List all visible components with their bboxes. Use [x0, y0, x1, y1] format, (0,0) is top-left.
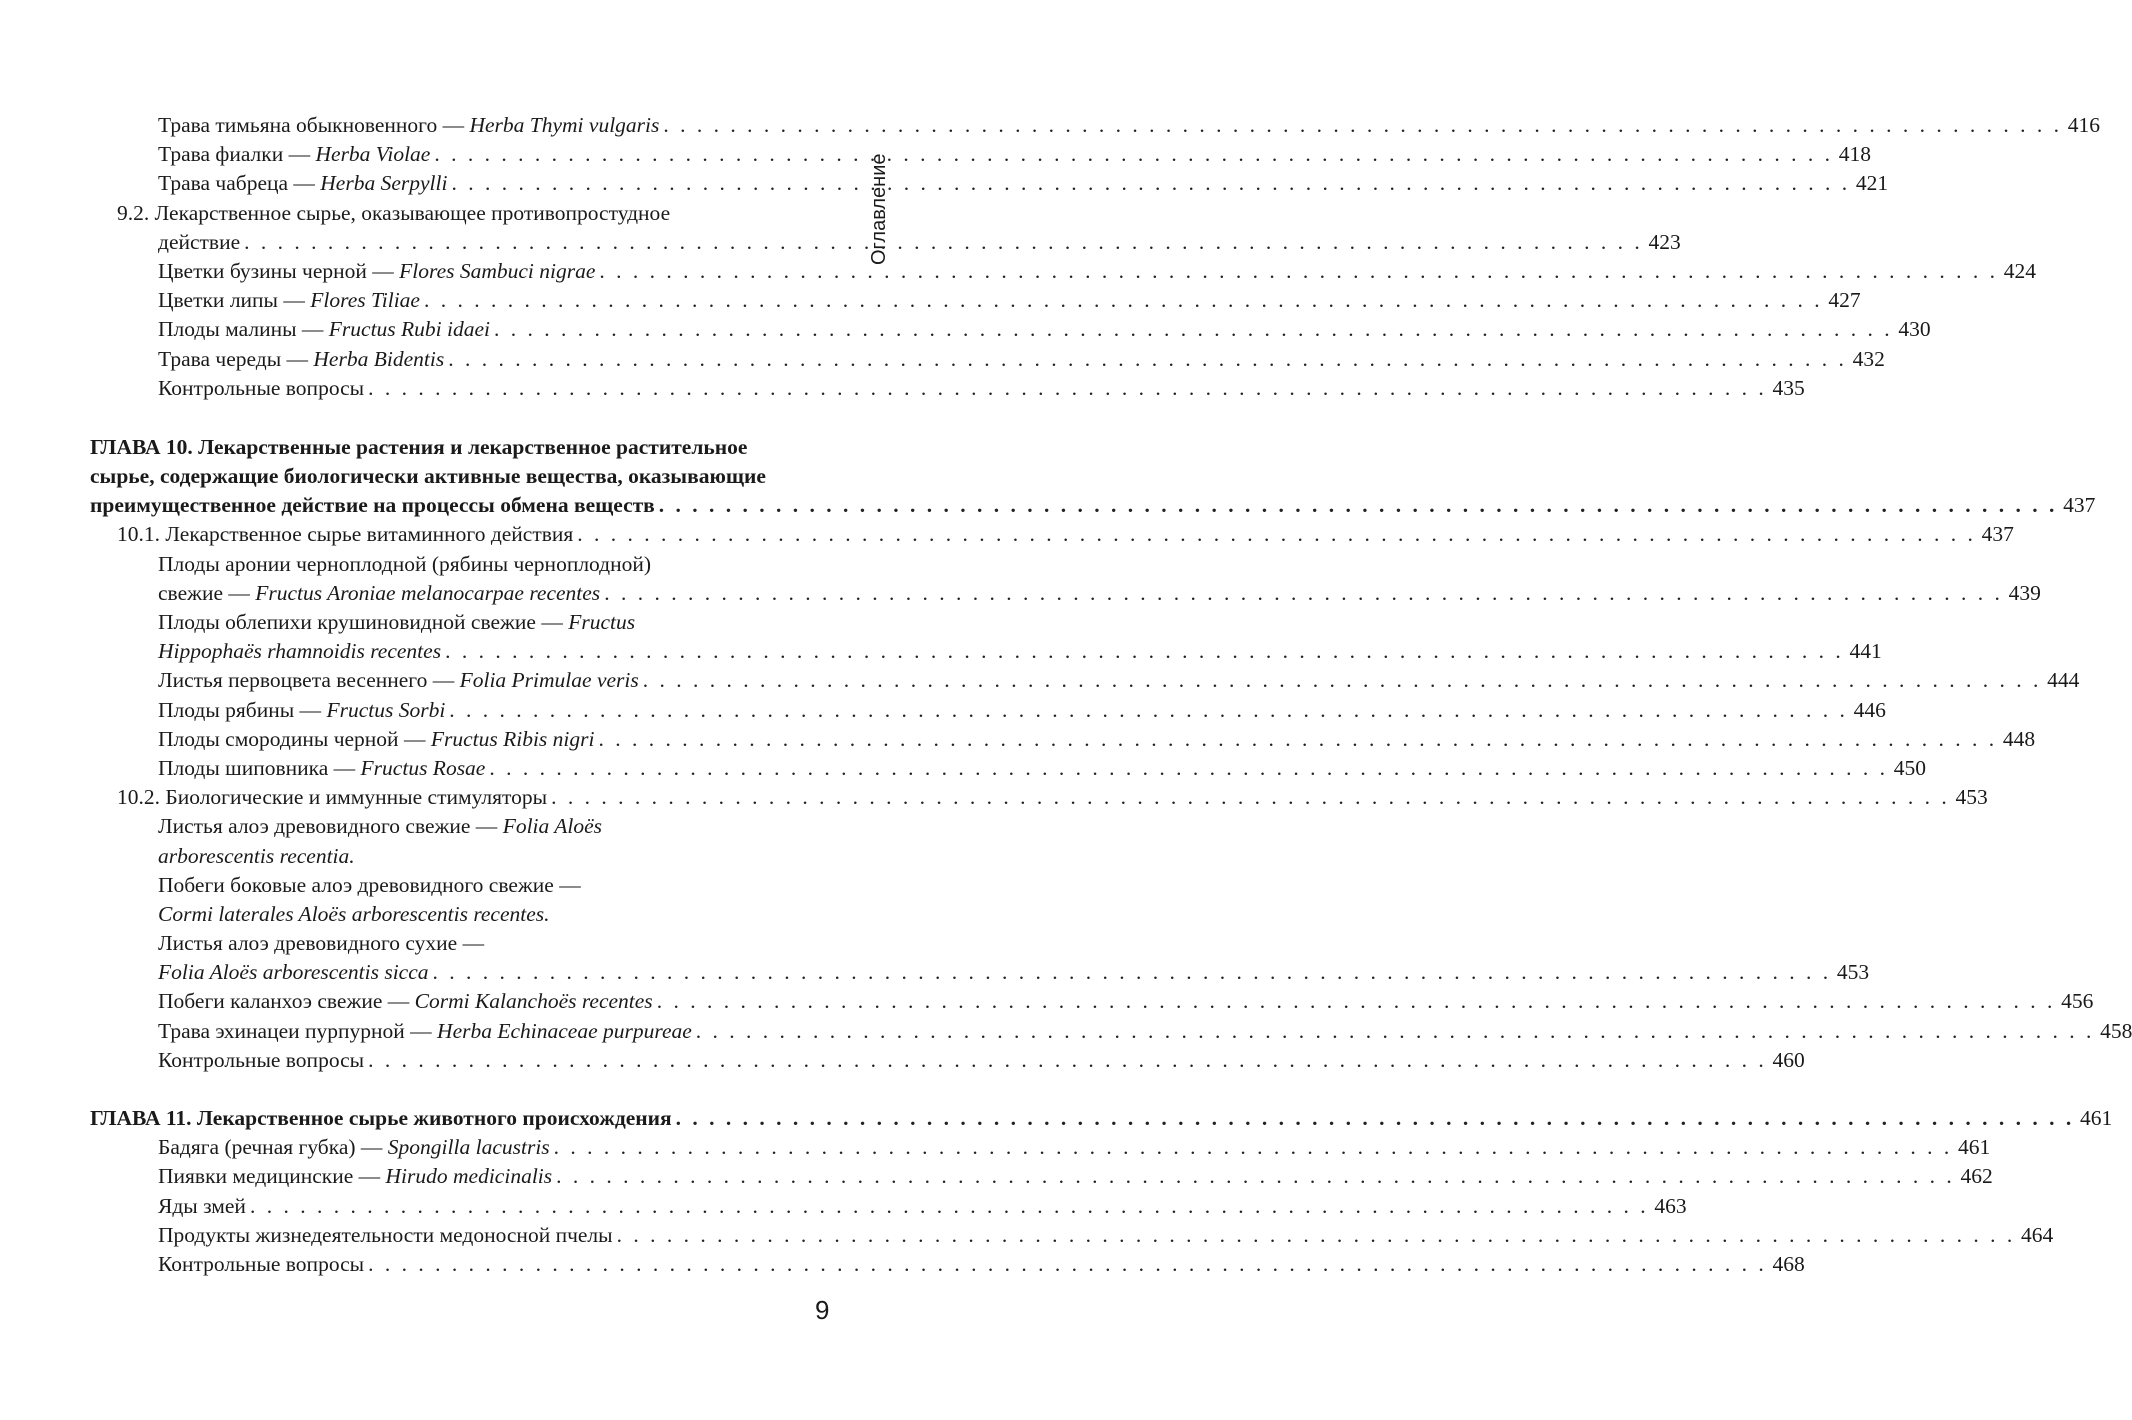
toc-chapter-title[interactable]: ГЛАВА 10. Лекарственные растения и лекарственное растительное — [90, 434, 748, 459]
leader-dots — [554, 1133, 1953, 1162]
leader-dots — [451, 169, 1850, 198]
page-ref: 468 — [1772, 1251, 1805, 1276]
toc-entry[interactable]: Цветки бузины черной — Flores Sambuci nigrae . . . 424 — [90, 257, 845, 286]
leader-dots — [445, 637, 1844, 666]
leader-dots — [424, 286, 1823, 315]
leader-dots — [657, 987, 2056, 1016]
page-ref: 453 — [1955, 785, 1988, 810]
toc-entry[interactable]: Контрольные вопросы . . . 435 — [90, 374, 845, 403]
leader-dots — [663, 111, 2062, 140]
leader-dots — [676, 1104, 2075, 1133]
leader-dots — [604, 579, 2003, 608]
toc-entry[interactable]: Пиявки медицинские — Hirudo medicinalis . . . 462 — [90, 1162, 845, 1191]
leader-dots — [250, 1192, 1649, 1221]
leader-dots — [489, 754, 1888, 783]
toc-entry-line[interactable]: Плоды аронии черноплодной (рябины черноплодной) — [158, 551, 652, 576]
page-ref: 430 — [1898, 317, 1931, 342]
toc-entry[interactable]: Трава фиалки — Herba Violae . . . 418 — [90, 140, 845, 169]
toc-chapter-entry[interactable]: преимущественное действие на процессы обмена веществ . . . 437 — [90, 491, 845, 520]
toc-entry[interactable]: Цветки липы — Flores Tiliae . . . 427 — [90, 286, 845, 315]
toc-entry[interactable]: Листья первоцвета весеннего — Folia Primulae veris . . . 444 — [90, 666, 845, 695]
toc-entry[interactable]: Плоды рябины — Fructus Sorbi . . . 446 — [90, 696, 845, 725]
page-ref: 446 — [1853, 697, 1886, 722]
page-ref: 456 — [2061, 989, 2094, 1014]
leader-dots — [449, 696, 1848, 725]
leader-dots — [244, 228, 1643, 257]
toc-chapter-entry[interactable]: ГЛАВА 11. Лекарственное сырье животного происхождения . . . 461 — [90, 1104, 845, 1133]
page-ref: 435 — [1772, 375, 1805, 400]
page-ref: 448 — [2002, 726, 2036, 751]
toc-entry[interactable]: Яды змей . . . 463 — [90, 1192, 845, 1221]
leader-dots — [494, 315, 1893, 344]
toc-entry[interactable]: Продукты жизнедеятельности медоносной пчелы . . . 464 — [90, 1221, 845, 1250]
page-ref: 450 — [1893, 755, 1926, 780]
toc-entry[interactable]: Folia Aloës arborescentis sicca . . . 453 — [90, 958, 845, 987]
toc-entry[interactable]: Плоды шиповника — Fructus Rosae . . . 450 — [90, 754, 845, 783]
page-ref: 418 — [1838, 142, 1871, 167]
page-number: 9 — [815, 1295, 830, 1325]
page-ref: 424 — [2003, 258, 2037, 283]
toc-entry[interactable]: Трава череды — Herba Bidentis . . . 432 — [90, 345, 845, 374]
toc-section-entry[interactable]: 10.1. Лекарственное сырье витаминного действия . . . 437 — [90, 520, 845, 549]
toc-entry-line[interactable]: arborescentis recentia. — [158, 843, 355, 868]
toc-entry[interactable]: Hippophaës rhamnoidis recentes . . . 441 — [90, 637, 845, 666]
toc-entry[interactable]: свежие — Fructus Aroniae melanocarpae recentes . . . 439 — [90, 579, 845, 608]
page-ref: 462 — [1960, 1164, 1993, 1189]
toc-entry[interactable]: Трава чабреца — Herba Serpylli . . . 421 — [90, 169, 845, 198]
toc-section-title[interactable]: 9.2. Лекарственное сырье, оказывающее противопростудное — [117, 200, 671, 225]
page-ref: 439 — [2008, 580, 2041, 605]
toc-section-entry[interactable]: 10.2. Биологические и иммунные стимуляторы . . . 453 — [90, 783, 845, 812]
toc-entry[interactable]: Контрольные вопросы . . . 468 — [90, 1250, 845, 1279]
leader-dots — [433, 958, 1832, 987]
toc-entry[interactable]: Плоды малины — Fructus Rubi idaei . . . 430 — [90, 315, 845, 344]
leader-dots — [368, 1250, 1767, 1279]
leader-dots — [368, 1046, 1767, 1075]
page-ref: 461 — [1958, 1135, 1991, 1160]
page-ref: 458 — [2100, 1018, 2132, 1043]
leader-dots — [617, 1221, 2016, 1250]
page-ref: 464 — [2020, 1222, 2054, 1247]
toc-chapter-title[interactable]: сырье, содержащие биологически активные вещества, оказывающие — [90, 464, 766, 489]
toc-entry[interactable]: Контрольные вопросы . . . 460 — [90, 1046, 845, 1075]
toc-entry-line[interactable]: Плоды облепихи крушиновидной свежие — Fructus — [158, 610, 636, 634]
page-ref: 460 — [1772, 1047, 1805, 1072]
page-ref: 416 — [2067, 113, 2101, 137]
toc-entry[interactable]: Трава эхинацеи пурпурной — Herba Echinaceae purpureae . . . 458 — [90, 1017, 845, 1046]
page-ref: 437 — [2063, 493, 2096, 518]
leader-dots — [551, 783, 1950, 812]
leader-dots — [643, 666, 2042, 695]
page-ref: 432 — [1852, 346, 1885, 371]
page-ref: 463 — [1654, 1193, 1687, 1218]
toc-entry[interactable]: Бадяга (речная губка) — Spongilla lacustris . . . 461 — [90, 1133, 845, 1162]
leader-dots — [556, 1162, 1955, 1191]
page-ref: 441 — [1849, 639, 1882, 664]
leader-dots — [598, 725, 1997, 754]
page-ref: 437 — [1981, 522, 2014, 547]
page-ref: 421 — [1855, 171, 1889, 196]
toc-entry[interactable]: Трава тимьяна обыкновенного — Herba Thymi vulgaris . . . 416 — [90, 111, 845, 140]
toc-entry-line[interactable]: Листья алоэ древовидного сухие — — [158, 931, 485, 956]
leader-dots — [599, 257, 1998, 286]
toc-section-entry[interactable]: действие . . . 423 — [90, 228, 845, 257]
leader-dots — [659, 491, 2058, 520]
page-ref: 427 — [1828, 288, 1861, 313]
leader-dots — [696, 1017, 2095, 1046]
page-ref: 423 — [1648, 229, 1681, 254]
leader-dots — [368, 374, 1767, 403]
toc-entry-line[interactable]: Побеги боковые алоэ древовидного свежие — — [158, 872, 581, 897]
toc-entry-line[interactable]: Листья алоэ древовидного свежие — Folia Aloës — [158, 814, 603, 839]
page-ref: 453 — [1836, 960, 1870, 985]
leader-dots — [577, 520, 1976, 549]
page-ref: 444 — [2047, 668, 2080, 693]
toc-entry[interactable]: Плоды смородины черной — Fructus Ribis nigri . . . 448 — [90, 725, 845, 754]
toc-entry-line[interactable]: Cormi laterales Aloës arborescentis recentes. — [158, 901, 550, 926]
leader-dots — [434, 140, 1833, 169]
leader-dots — [448, 345, 1847, 374]
running-header: Оглавление — [868, 153, 890, 265]
toc-entry[interactable]: Побеги каланхоэ свежие — Cormi Kalanchoës recentes . . . 456 — [90, 987, 845, 1016]
page-ref: 461 — [2080, 1106, 2113, 1130]
